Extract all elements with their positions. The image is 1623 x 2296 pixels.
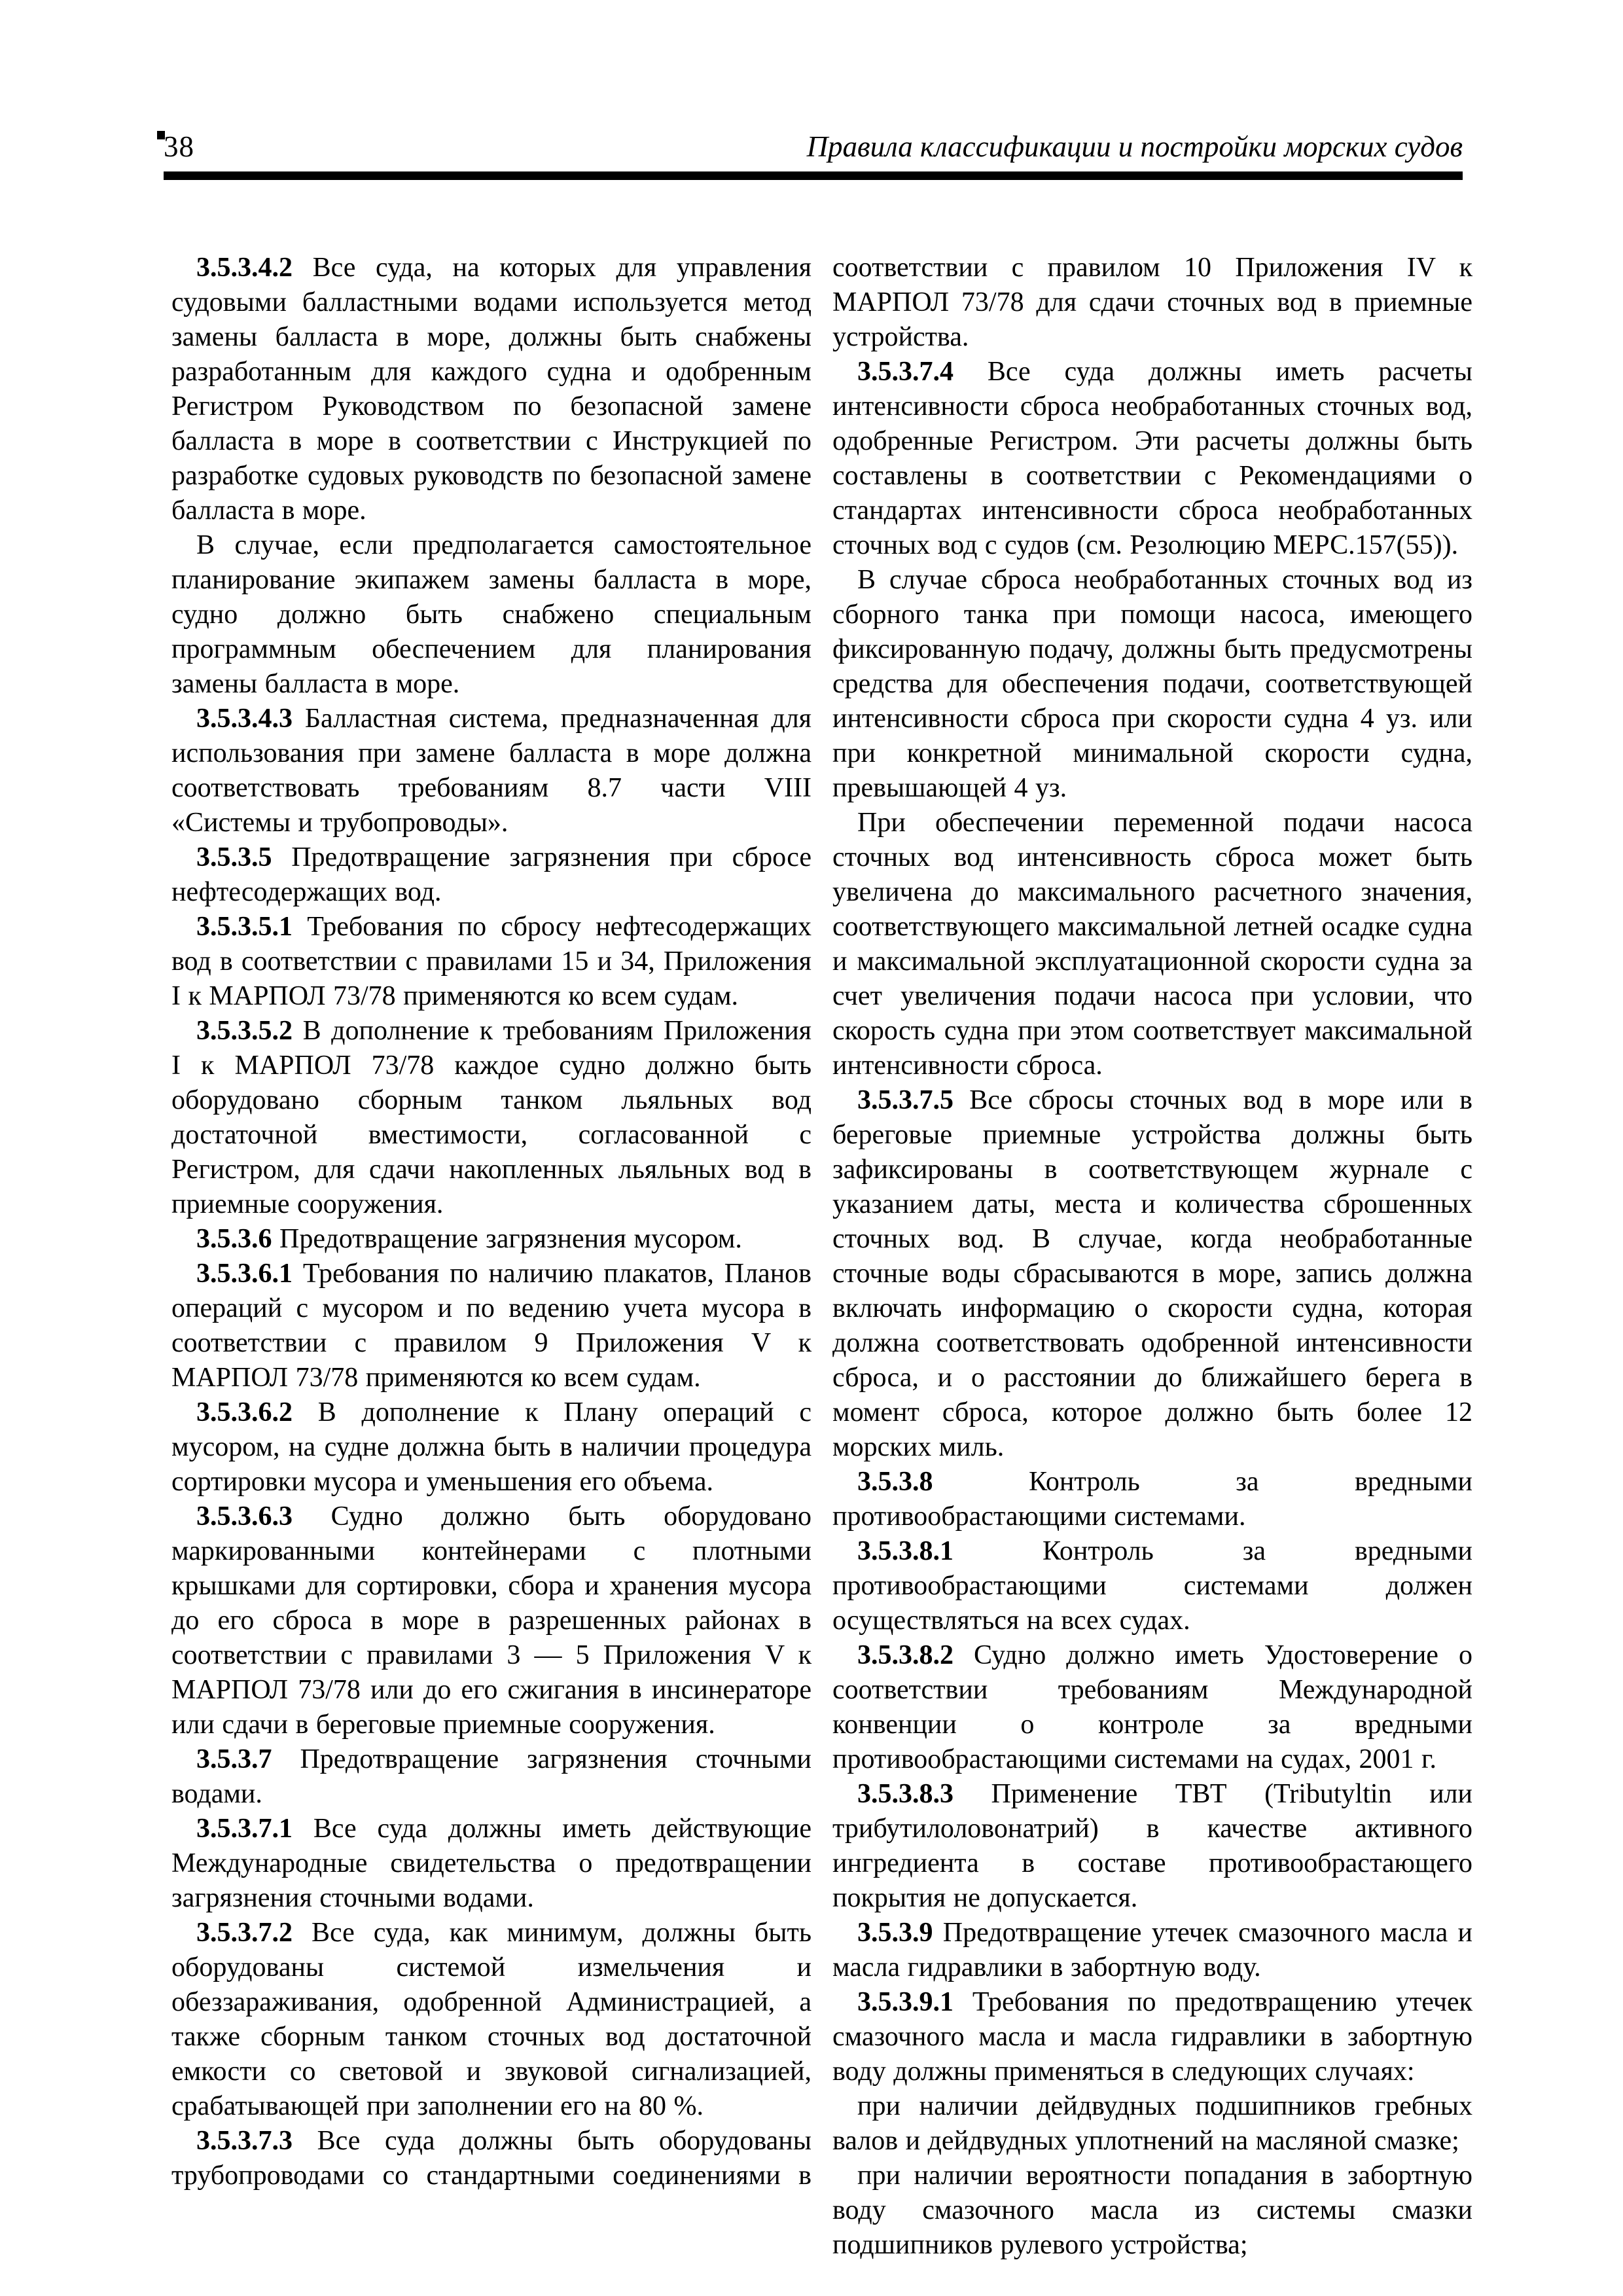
clause-paragraph: 3.5.3.7.2 Все суда, как минимум, должны быть оборудованы системой измельчения и обеззараживания, одобренной Администрацией, а также сборным танком сточных вод достаточной емкости со световой и звуковой сигнализацией, срабатывающей при заполнении его на 80 %. bbox=[171, 1918, 812, 2121]
paragraph: В случае сброса необработанных сточных вод из сборного танка при помощи насоса, имеющего фиксированную подачу, должны быть предусмотрены средства для обеспечения подачи, соответствующей интенсивности сброса при скорости судна 4 уз. или при конкретной минимальной скорости судна, превышающей 4 уз. bbox=[832, 565, 1472, 803]
header-title: Правила классификации и постройки морских судов bbox=[806, 130, 1463, 163]
clause-number: 3.5.3.8.1 bbox=[857, 1536, 954, 1566]
clause-number: 3.5.3.4.2 bbox=[196, 253, 293, 283]
clause-paragraph: 3.5.3.9 Предотвращение утечек смазочного масла и масла гидравлики в забортную воду. bbox=[832, 1918, 1472, 1982]
clause-number: 3.5.3.7.4 bbox=[857, 357, 954, 387]
clause-paragraph: 3.5.3.7.5 Все сбросы сточных вод в море или в береговые приемные устройства должны быть зафиксированы в соответствующем журнале с указанием даты, места и количества сброшенных сточных вод. В случае, когда необработанные сточные воды сбрасываются в море, запись должна включать информацию о скорости судна, которая должна соответствовать одобренной интенсивности сброса, и о расстоянии до ближайшего берега в момент сброса, которое должно быть более 12 морских миль. bbox=[832, 1085, 1472, 1462]
paragraph: В случае, если предполагается самостоятельное планирование экипажем замены балласта в море, судно должно быть снабжено специальным программным обеспечением для планирования замены балласта в море. bbox=[171, 530, 812, 699]
clause-number: 3.5.3.6.1 bbox=[196, 1259, 293, 1289]
clause-number: 3.5.3.7 bbox=[196, 1744, 272, 1774]
clause-number: 3.5.3.7.5 bbox=[857, 1085, 954, 1115]
clause-paragraph: 3.5.3.7.1 Все суда должны иметь действующие Международные свидетельства о предотвращении загрязнения сточными водами. bbox=[171, 1814, 812, 1913]
clause-number: 3.5.3.6.3 bbox=[196, 1501, 293, 1532]
clause-paragraph: 3.5.3.8.3 Применение ТВТ (Tributyltin или трибутилоловонатрий) в качестве активного ингредиента в составе противообрастающего покрытия не допускается. bbox=[832, 1779, 1472, 1913]
clause-number: 3.5.3.7.2 bbox=[196, 1918, 293, 1948]
running-header bbox=[164, 130, 1463, 164]
clause-paragraph: 3.5.3.6.3 Судно должно быть оборудовано маркированными контейнерами с плотными крышками для сортировки, сбора и хранения мусора до его сброса в море в разрешенных районах в соответствии с правилами 3 — 5 Приложения V к МАРПОЛ 73/78 или до его сжигания в инсинераторе или сдачи в береговые приемные сооружения. bbox=[171, 1501, 812, 1740]
clause-paragraph: 3.5.3.5.1 Требования по сбросу нефтесодержащих вод в соответствии с правилами 15 и 34, Приложения I к МАРПОЛ 73/78 применяются ко всем судам. bbox=[171, 912, 812, 1011]
clause-number: 3.5.3.6.2 bbox=[196, 1397, 293, 1427]
clause-number: 3.5.3.7.3 bbox=[196, 2126, 293, 2156]
clause-paragraph: 3.5.3.8.1 Контроль за вредными противообрастающими системами должен осуществляться на всех судах. bbox=[832, 1536, 1472, 1636]
paragraph: при наличии дейдвудных подшипников гребных валов и дейдвудных уплотнений на масляной смазке; bbox=[832, 2091, 1472, 2156]
clause-paragraph: 3.5.3.9.1 Требования по предотвращению утечек смазочного масла и масла гидравлики в забортную воду должны применяться в следующих случаях: bbox=[832, 1987, 1472, 2087]
page-number: 38 bbox=[164, 130, 194, 163]
clause-paragraph: 3.5.3.5 Предотвращение загрязнения при сбросе нефтесодержащих вод. bbox=[171, 842, 812, 907]
clause-paragraph: 3.5.3.8.2 Судно должно иметь Удостоверение о соответствии требованиям Международной конвенции о контроле за вредными противообрастающими системами на судах, 2001 г. bbox=[832, 1640, 1472, 1774]
clause-paragraph: 3.5.3.6 Предотвращение загрязнения мусором. bbox=[196, 1224, 742, 1254]
clause-number: 3.5.3.8.3 bbox=[857, 1779, 954, 1809]
clause-number: 3.5.3.9 bbox=[857, 1918, 933, 1948]
clause-paragraph: 3.5.3.6.2 В дополнение к Плану операций с мусором, на судне должна быть в наличии процедура сортировки мусора и уменьшения его объема. bbox=[171, 1397, 812, 1497]
header-rule bbox=[164, 171, 1463, 180]
text-columns bbox=[171, 251, 1472, 2263]
left-column bbox=[171, 251, 812, 2263]
clause-paragraph: 3.5.3.7.4 Все суда должны иметь расчеты интенсивности сброса необработанных сточных вод, одобренные Регистром. Эти расчеты должны быть составлены в соответствии с Рекомендациями о стандартах интенсивности сброса необработанных сточных вод с судов (см. Резолюцию МЕРС.157(55)). bbox=[832, 357, 1472, 560]
clause-number: 3.5.3.5.2 bbox=[196, 1016, 293, 1046]
clause-paragraph: 3.5.3.7 Предотвращение загрязнения сточными водами. bbox=[171, 1744, 812, 1809]
clause-paragraph: 3.5.3.4.2 Все суда, на которых для управления судовыми балластными водами используется метод замены балласта в море, должны быть снабжены разработанным для каждого судна и одобренным Регистром Руководством по безопасной замене балласта в море в соответствии с Инструкцией по разработке судовых руководств по безопасной замене балласта в море. bbox=[171, 253, 812, 526]
clause-paragraph: 3.5.3.5.2 В дополнение к требованиям Приложения I к МАРПОЛ 73/78 каждое судно должно быть оборудовано сборным танком льяльных вод достаточной вместимости, согласованной с Регистром, для сдачи накопленных льяльных вод в приемные сооружения. bbox=[171, 1016, 812, 1219]
clause-number: 3.5.3.8 bbox=[857, 1467, 933, 1497]
right-column bbox=[832, 251, 1472, 2263]
clause-number: 3.5.3.4.3 bbox=[196, 704, 293, 734]
paragraph: соответствии с правилом 10 Приложения IV к МАРПОЛ 73/78 для сдачи сточных вод в приемные устройства. bbox=[832, 253, 1472, 352]
clause-paragraph: 3.5.3.8 Контроль за вредными противообрастающими системами. bbox=[832, 1467, 1472, 1532]
clause-number: 3.5.3.6 bbox=[196, 1224, 272, 1254]
clause-number: 3.5.3.7.1 bbox=[196, 1814, 293, 1844]
clause-number: 3.5.3.9.1 bbox=[857, 1987, 954, 2017]
clause-number: 3.5.3.5 bbox=[196, 842, 272, 872]
paragraph: при наличии вероятности попадания в забортную воду смазочного масла из системы смазки подшипников рулевого устройства; bbox=[832, 2161, 1472, 2260]
clause-paragraph: 3.5.3.6.1 Требования по наличию плакатов, Планов операций с мусором и по ведению учета мусора в соответствии с правилом 9 Приложения V к МАРПОЛ 73/78 применяются ко всем судам. bbox=[171, 1259, 812, 1393]
clause-number: 3.5.3.5.1 bbox=[196, 912, 293, 942]
paragraph: При обеспечении переменной подачи насоса сточных вод интенсивность сброса может быть увеличена до максимального расчетного значения, соответствующего максимальной летней осадке судна и максимальной эксплуатационной скорости судна за счет увеличения подачи насоса при условии, что скорость судна при этом соответствует максимальной интенсивности сброса. bbox=[832, 808, 1472, 1081]
clause-number: 3.5.3.8.2 bbox=[857, 1640, 954, 1670]
clause-paragraph: 3.5.3.4.3 Балластная система, предназначенная для использования при замене балласта в море должна соответствовать требованиям 8.7 части VIII «Системы и трубопроводы». bbox=[171, 704, 812, 838]
clause-paragraph: 3.5.3.7.3 Все суда должны быть оборудованы трубопроводами со стандартными соединениями в bbox=[171, 2126, 812, 2191]
